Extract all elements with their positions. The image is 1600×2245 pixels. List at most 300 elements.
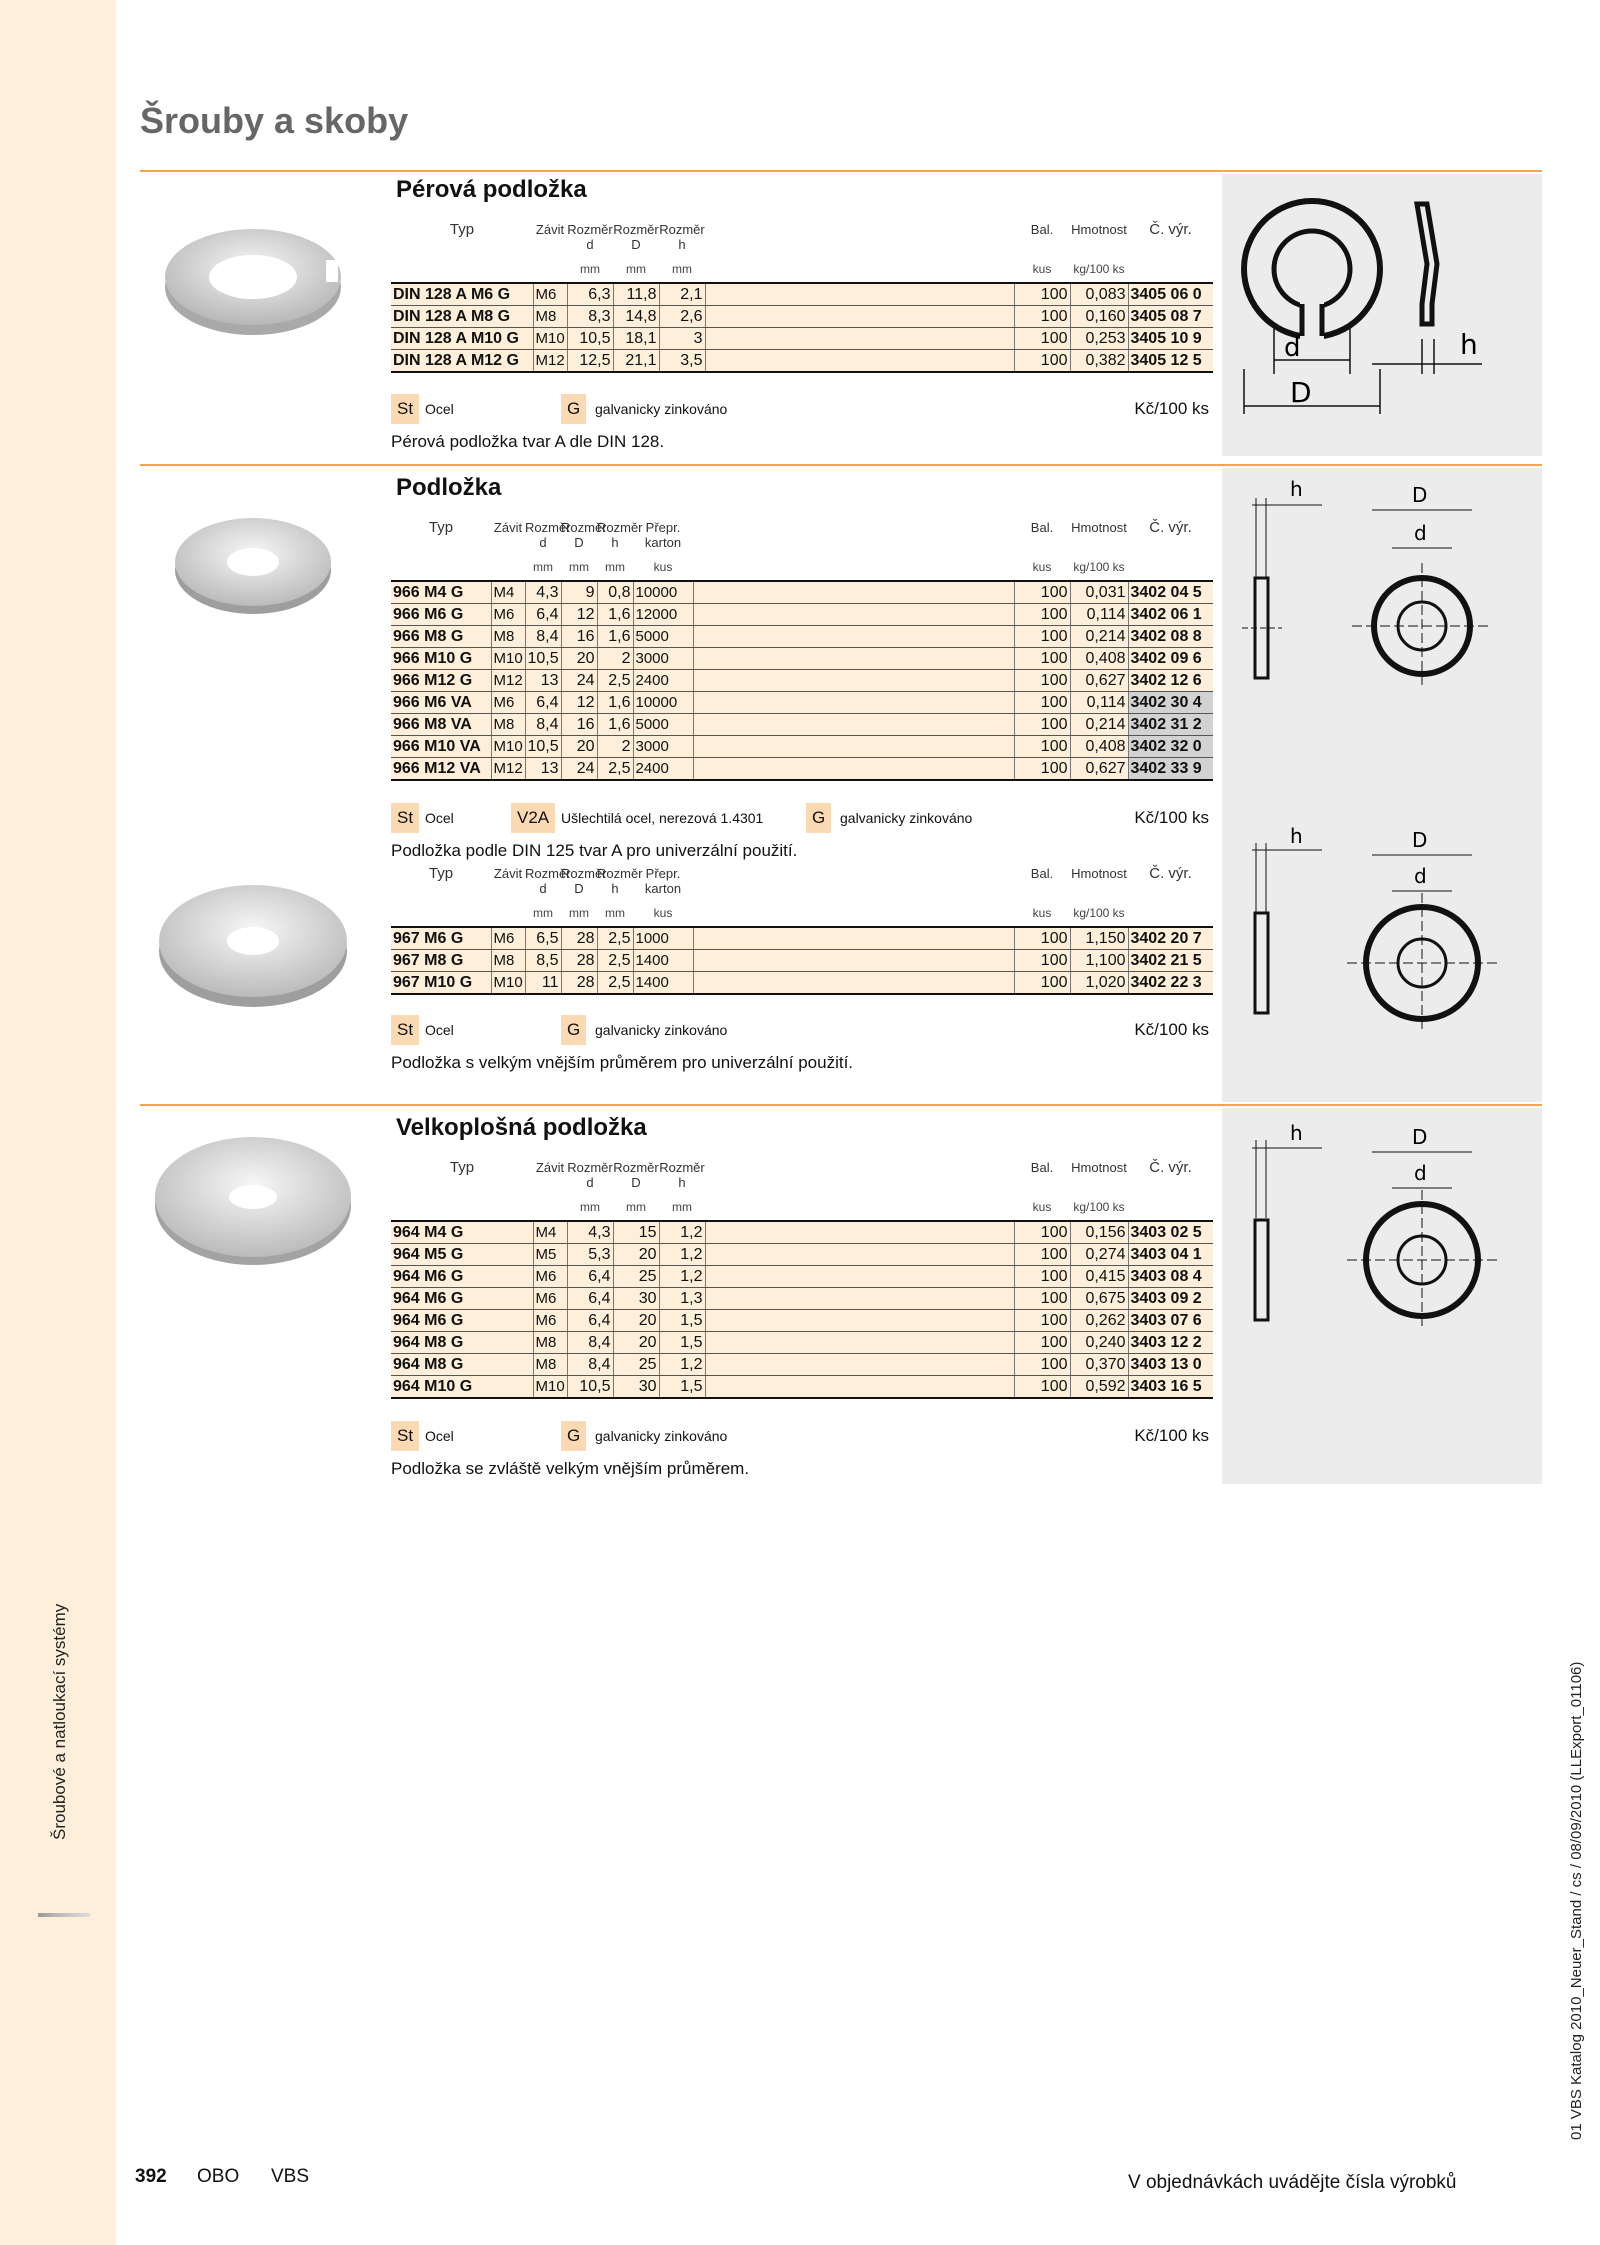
cell-weight: 1,100 xyxy=(1070,950,1128,972)
flat-washer-drawing xyxy=(1222,468,1542,1102)
column-header xyxy=(693,866,1014,900)
cell-gap xyxy=(693,604,1014,626)
column-header: Závit xyxy=(535,222,565,237)
cell-type: 966 M8 VA xyxy=(391,714,491,736)
table-row xyxy=(391,950,1213,972)
cell-thread: M4 xyxy=(491,581,525,604)
unit-label: kus xyxy=(633,554,693,581)
cell-pack: 100 xyxy=(1014,1221,1070,1244)
cell-thread: M12 xyxy=(533,350,567,373)
unit-label xyxy=(491,900,525,927)
table-row xyxy=(391,1244,1213,1266)
cell-article: 3402 21 5 xyxy=(1128,950,1213,972)
cell-D: 30 xyxy=(613,1288,659,1310)
page-title: Šrouby a skoby xyxy=(140,100,409,141)
unit-label: kg/100 ks xyxy=(1070,900,1128,927)
cell-weight: 0,408 xyxy=(1070,736,1128,758)
unit-label xyxy=(1128,554,1213,581)
cell-h: 1,2 xyxy=(659,1221,705,1244)
material-code: G xyxy=(561,1015,586,1045)
cell-D: 20 xyxy=(561,648,597,670)
cell-carton: 10000 xyxy=(633,581,693,604)
column-header: Závit xyxy=(493,520,523,535)
cell-h: 2 xyxy=(597,736,633,758)
cell-pack: 100 xyxy=(1014,692,1070,714)
column-header: Č. výr. xyxy=(1149,1159,1192,1176)
column-header: Typ xyxy=(449,221,475,238)
column-header: Hmotnost xyxy=(1071,866,1127,881)
cell-D: 11,8 xyxy=(613,283,659,306)
table-row xyxy=(391,927,1213,950)
cell-article: 3402 20 7 xyxy=(1128,927,1213,950)
svg-text:D: D xyxy=(1412,1125,1428,1149)
cell-article: 3403 09 2 xyxy=(1128,1288,1213,1310)
cell-article: 3402 32 0 xyxy=(1128,736,1213,758)
cell-d: 5,3 xyxy=(567,1244,613,1266)
table-row xyxy=(391,328,1213,350)
cell-thread: M8 xyxy=(491,626,525,648)
cell-article: 3403 02 5 xyxy=(1128,1221,1213,1244)
cell-d: 10,5 xyxy=(525,736,561,758)
cell-gap xyxy=(693,950,1014,972)
material-row xyxy=(391,394,1213,424)
material-row xyxy=(391,1421,1213,1451)
cell-carton: 12000 xyxy=(633,604,693,626)
unit-label xyxy=(693,900,1014,927)
cell-pack: 100 xyxy=(1014,1332,1070,1354)
cell-article: 3405 10 9 xyxy=(1128,328,1213,350)
cell-pack: 100 xyxy=(1014,714,1070,736)
unit-label: mm xyxy=(659,1194,705,1221)
cell-type: 966 M6 VA xyxy=(391,692,491,714)
cell-weight: 0,114 xyxy=(1070,604,1128,626)
product-table-flat xyxy=(391,520,1213,781)
column-header: Rozměr d xyxy=(567,1160,613,1190)
cell-thread: M10 xyxy=(491,736,525,758)
svg-text:h: h xyxy=(1290,824,1303,848)
dim-h-label: h xyxy=(1460,328,1478,361)
unit-label: mm xyxy=(597,554,633,581)
footer-series: VBS xyxy=(271,2166,310,2187)
material-row xyxy=(391,803,1213,833)
cell-d: 8,3 xyxy=(567,306,613,328)
price-unit: Kč/100 ks xyxy=(1134,1020,1209,1039)
cell-weight: 0,114 xyxy=(1070,692,1128,714)
section-title-spring: Pérová podložka xyxy=(396,176,587,203)
column-header: Typ xyxy=(428,519,454,536)
cell-d: 10,5 xyxy=(525,648,561,670)
unit-label xyxy=(705,1194,1014,1221)
table-row xyxy=(391,306,1213,328)
cell-h: 3,5 xyxy=(659,350,705,373)
material-code: V2A xyxy=(511,803,555,833)
cell-thread: M6 xyxy=(533,1266,567,1288)
column-header xyxy=(693,520,1014,554)
left-margin-strip xyxy=(0,0,116,2245)
material-text: Ocel xyxy=(425,810,454,826)
cell-d: 10,5 xyxy=(567,1376,613,1399)
cell-carton: 10000 xyxy=(633,692,693,714)
cell-weight: 0,156 xyxy=(1070,1221,1128,1244)
cell-h: 1,6 xyxy=(597,626,633,648)
section-description: Pérová podložka tvar A dle DIN 128. xyxy=(391,432,665,451)
footer-note: V objednávkách uvádějte čísla výrobků xyxy=(1128,2172,1457,2193)
unit-label xyxy=(705,256,1014,283)
cell-article: 3402 12 6 xyxy=(1128,670,1213,692)
cell-h: 1,6 xyxy=(597,692,633,714)
material-text: Ocel xyxy=(425,1022,454,1038)
cell-article: 3402 30 4 xyxy=(1128,692,1213,714)
cell-D: 28 xyxy=(561,927,597,950)
cell-article: 3402 08 8 xyxy=(1128,626,1213,648)
column-header: Přepr. karton xyxy=(644,520,682,550)
cell-article: 3403 13 0 xyxy=(1128,1354,1213,1376)
cell-gap xyxy=(693,648,1014,670)
cell-thread: M10 xyxy=(533,328,567,350)
cell-pack: 100 xyxy=(1014,626,1070,648)
cell-d: 11 xyxy=(525,972,561,995)
cell-carton: 2400 xyxy=(633,758,693,781)
cell-type: DIN 128 A M12 G xyxy=(391,350,533,373)
cell-h: 2,6 xyxy=(659,306,705,328)
column-header: Rozměr D xyxy=(561,866,607,896)
unit-label: mm xyxy=(525,900,561,927)
column-header: Závit xyxy=(535,1160,565,1175)
drawing-panel-flat xyxy=(1222,468,1542,1102)
cell-weight: 0,274 xyxy=(1070,1244,1128,1266)
cell-article: 3403 12 2 xyxy=(1128,1332,1213,1354)
price-unit: Kč/100 ks xyxy=(1134,399,1209,418)
cell-article: 3405 08 7 xyxy=(1128,306,1213,328)
cell-d: 6,3 xyxy=(567,283,613,306)
unit-label: kus xyxy=(1014,900,1070,927)
cell-type: 967 M8 G xyxy=(391,950,491,972)
section-description: Podložka podle DIN 125 tvar A pro univerzální použití. xyxy=(391,841,798,860)
cell-type: 964 M8 G xyxy=(391,1332,533,1354)
spring-washer-photo xyxy=(140,200,365,360)
cell-thread: M6 xyxy=(491,927,525,950)
unit-label xyxy=(491,554,525,581)
cell-D: 21,1 xyxy=(613,350,659,373)
cell-D: 15 xyxy=(613,1221,659,1244)
unit-label: mm xyxy=(613,1194,659,1221)
cell-type: DIN 128 A M10 G xyxy=(391,328,533,350)
flat-washer-photo xyxy=(140,500,365,630)
cell-pack: 100 xyxy=(1014,1288,1070,1310)
cell-gap xyxy=(705,1288,1014,1310)
column-header: Rozměr h xyxy=(597,866,643,896)
cell-weight: 0,415 xyxy=(1070,1266,1128,1288)
column-header: Rozměr h xyxy=(597,520,643,550)
price-unit: Kč/100 ks xyxy=(1134,808,1209,827)
cell-D: 18,1 xyxy=(613,328,659,350)
cell-article: 3403 16 5 xyxy=(1128,1376,1213,1399)
material-code: St xyxy=(391,1015,419,1045)
table-row xyxy=(391,1288,1213,1310)
cell-pack: 100 xyxy=(1014,581,1070,604)
cell-d: 10,5 xyxy=(567,328,613,350)
unit-label: kg/100 ks xyxy=(1070,554,1128,581)
drawing-panel-fender xyxy=(1222,1108,1542,1484)
table-row xyxy=(391,1221,1213,1244)
svg-text:h: h xyxy=(1290,1121,1303,1145)
cell-thread: M6 xyxy=(491,604,525,626)
product-table-spring xyxy=(391,222,1213,373)
cell-pack: 100 xyxy=(1014,1354,1070,1376)
cell-gap xyxy=(693,927,1014,950)
column-header: Bal. xyxy=(1030,866,1054,881)
cell-article: 3402 22 3 xyxy=(1128,972,1213,995)
cell-d: 8,5 xyxy=(525,950,561,972)
unit-label: mm xyxy=(567,1194,613,1221)
cell-gap xyxy=(705,306,1014,328)
cell-pack: 100 xyxy=(1014,1310,1070,1332)
cell-gap xyxy=(705,1332,1014,1354)
cell-gap xyxy=(693,736,1014,758)
unit-label: mm xyxy=(561,900,597,927)
column-header: Rozměr d xyxy=(525,520,571,550)
cell-D: 12 xyxy=(561,692,597,714)
column-header: Závit xyxy=(493,866,523,881)
section-divider xyxy=(140,170,1542,172)
cell-article: 3405 06 0 xyxy=(1128,283,1213,306)
table-row xyxy=(391,670,1213,692)
cell-gap xyxy=(705,1310,1014,1332)
unit-label: kus xyxy=(1014,256,1070,283)
page-number: 392 xyxy=(135,2166,167,2187)
material-row xyxy=(391,1015,1213,1045)
column-header: Č. výr. xyxy=(1149,519,1192,536)
cell-thread: M6 xyxy=(533,1288,567,1310)
unit-label xyxy=(391,256,533,283)
material-text: Ušlechtilá ocel, nerezová 1.4301 xyxy=(561,810,764,826)
cell-d: 6,4 xyxy=(567,1310,613,1332)
cell-carton: 3000 xyxy=(633,648,693,670)
cell-weight: 0,262 xyxy=(1070,1310,1128,1332)
cell-pack: 100 xyxy=(1014,1244,1070,1266)
column-header xyxy=(705,1160,1014,1194)
cell-type: 964 M5 G xyxy=(391,1244,533,1266)
cell-type: 964 M4 G xyxy=(391,1221,533,1244)
unit-label: mm xyxy=(561,554,597,581)
svg-text:d: d xyxy=(1414,1161,1427,1185)
cell-weight: 0,627 xyxy=(1070,670,1128,692)
cell-h: 1,2 xyxy=(659,1266,705,1288)
cell-weight: 0,408 xyxy=(1070,648,1128,670)
cell-type: 966 M6 G xyxy=(391,604,491,626)
fender-washer-photo xyxy=(140,1120,365,1280)
cell-pack: 100 xyxy=(1014,972,1070,995)
cell-pack: 100 xyxy=(1014,604,1070,626)
unit-label xyxy=(391,900,491,927)
cell-d: 12,5 xyxy=(567,350,613,373)
svg-text:D: D xyxy=(1412,483,1428,507)
column-header: Typ xyxy=(428,865,454,882)
cell-D: 14,8 xyxy=(613,306,659,328)
large-washer-photo xyxy=(140,870,365,1020)
cell-pack: 100 xyxy=(1014,306,1070,328)
cell-type: 964 M10 G xyxy=(391,1376,533,1399)
cell-weight: 0,214 xyxy=(1070,626,1128,648)
cell-weight: 0,370 xyxy=(1070,1354,1128,1376)
column-header: Hmotnost xyxy=(1071,222,1127,237)
material-text: Ocel xyxy=(425,1428,454,1444)
cell-h: 2,5 xyxy=(597,758,633,781)
material-code: G xyxy=(561,394,586,424)
unit-label: kg/100 ks xyxy=(1070,256,1128,283)
cell-d: 13 xyxy=(525,758,561,781)
table-row xyxy=(391,1376,1213,1399)
cell-thread: M8 xyxy=(533,1354,567,1376)
cell-pack: 100 xyxy=(1014,736,1070,758)
material-code: St xyxy=(391,803,419,833)
table-row xyxy=(391,1332,1213,1354)
column-header: Přepr. karton xyxy=(644,866,682,896)
cell-h: 1,5 xyxy=(659,1376,705,1399)
cell-gap xyxy=(693,626,1014,648)
table-row xyxy=(391,604,1213,626)
cell-D: 20 xyxy=(561,736,597,758)
svg-text:d: d xyxy=(1414,521,1427,545)
cell-gap xyxy=(705,283,1014,306)
table-row xyxy=(391,692,1213,714)
cell-type: 964 M6 G xyxy=(391,1288,533,1310)
table-row xyxy=(391,283,1213,306)
table-row xyxy=(391,350,1213,373)
dim-D-label: D xyxy=(1290,376,1312,409)
cell-pack: 100 xyxy=(1014,670,1070,692)
cell-gap xyxy=(705,328,1014,350)
cell-d: 8,4 xyxy=(525,714,561,736)
side-export-label: 01 VBS Katalog 2010_Neuer_Stand / cs / 08/09/2010 (LLExport_01106) xyxy=(1568,1661,1585,2140)
column-header: Bal. xyxy=(1030,1160,1054,1175)
cell-article: 3403 07 6 xyxy=(1128,1310,1213,1332)
cell-type: 964 M6 G xyxy=(391,1266,533,1288)
cell-type: 966 M12 VA xyxy=(391,758,491,781)
cell-thread: M12 xyxy=(491,758,525,781)
cell-gap xyxy=(705,350,1014,373)
cell-h: 3 xyxy=(659,328,705,350)
cell-pack: 100 xyxy=(1014,283,1070,306)
cell-thread: M4 xyxy=(533,1221,567,1244)
column-header xyxy=(705,222,1014,256)
cell-pack: 100 xyxy=(1014,1266,1070,1288)
side-chapter-label: Šroubové a natloukací systémy xyxy=(50,1603,69,1840)
price-unit: Kč/100 ks xyxy=(1134,1426,1209,1445)
cell-d: 6,4 xyxy=(567,1266,613,1288)
cell-thread: M8 xyxy=(533,1332,567,1354)
cell-type: 966 M12 G xyxy=(391,670,491,692)
unit-label xyxy=(391,1194,533,1221)
cell-h: 2,5 xyxy=(597,950,633,972)
cell-pack: 100 xyxy=(1014,648,1070,670)
cell-d: 8,4 xyxy=(525,626,561,648)
unit-label: mm xyxy=(613,256,659,283)
cell-gap xyxy=(705,1354,1014,1376)
cell-weight: 0,382 xyxy=(1070,350,1128,373)
cell-d: 8,4 xyxy=(567,1332,613,1354)
cell-type: 964 M8 G xyxy=(391,1354,533,1376)
cell-type: 967 M6 G xyxy=(391,927,491,950)
cell-weight: 0,083 xyxy=(1070,283,1128,306)
cell-carton: 1400 xyxy=(633,950,693,972)
drawing-panel-spring xyxy=(1222,174,1542,456)
material-code: G xyxy=(806,803,831,833)
cell-article: 3403 08 4 xyxy=(1128,1266,1213,1288)
unit-label xyxy=(1128,1194,1213,1221)
cell-article: 3405 12 5 xyxy=(1128,350,1213,373)
material-text: galvanicky zinkováno xyxy=(840,810,973,826)
cell-gap xyxy=(705,1266,1014,1288)
cell-d: 8,4 xyxy=(567,1354,613,1376)
cell-article: 3402 33 9 xyxy=(1128,758,1213,781)
footer-brand: OBO xyxy=(197,2166,240,2187)
cell-type: DIN 128 A M6 G xyxy=(391,283,533,306)
cell-article: 3402 04 5 xyxy=(1128,581,1213,604)
cell-article: 3402 09 6 xyxy=(1128,648,1213,670)
column-header: Bal. xyxy=(1030,520,1054,535)
cell-weight: 0,675 xyxy=(1070,1288,1128,1310)
unit-label xyxy=(1128,256,1213,283)
unit-label: kg/100 ks xyxy=(1070,1194,1128,1221)
column-header: Typ xyxy=(449,1159,475,1176)
cell-weight: 0,160 xyxy=(1070,306,1128,328)
cell-carton: 3000 xyxy=(633,736,693,758)
cell-h: 2,5 xyxy=(597,972,633,995)
cell-h: 1,5 xyxy=(659,1310,705,1332)
cell-D: 20 xyxy=(613,1332,659,1354)
cell-thread: M10 xyxy=(491,648,525,670)
cell-gap xyxy=(693,758,1014,781)
unit-label xyxy=(1128,900,1213,927)
cell-weight: 1,020 xyxy=(1070,972,1128,995)
cell-pack: 100 xyxy=(1014,950,1070,972)
cell-gap xyxy=(705,1376,1014,1399)
cell-type: 966 M10 G xyxy=(391,648,491,670)
material-code: G xyxy=(561,1421,586,1451)
column-header: Hmotnost xyxy=(1071,520,1127,535)
product-table-fender xyxy=(391,1160,1213,1399)
cell-h: 1,6 xyxy=(597,714,633,736)
cell-thread: M6 xyxy=(533,1310,567,1332)
column-header: Hmotnost xyxy=(1071,1160,1127,1175)
cell-weight: 1,150 xyxy=(1070,927,1128,950)
column-header: Rozměr h xyxy=(659,1160,705,1190)
material-text: galvanicky zinkováno xyxy=(595,401,728,417)
cell-gap xyxy=(693,581,1014,604)
column-header: Rozměr D xyxy=(613,222,659,252)
table-row xyxy=(391,758,1213,781)
cell-weight: 0,214 xyxy=(1070,714,1128,736)
cell-d: 4,3 xyxy=(567,1221,613,1244)
cell-D: 20 xyxy=(613,1310,659,1332)
cell-gap xyxy=(693,692,1014,714)
cell-D: 9 xyxy=(561,581,597,604)
cell-type: 966 M8 G xyxy=(391,626,491,648)
cell-D: 16 xyxy=(561,714,597,736)
unit-label xyxy=(391,554,491,581)
unit-label xyxy=(533,256,567,283)
table-row xyxy=(391,972,1213,995)
cell-h: 1,5 xyxy=(659,1332,705,1354)
column-header: Č. výr. xyxy=(1149,221,1192,238)
cell-carton: 5000 xyxy=(633,626,693,648)
cell-h: 0,8 xyxy=(597,581,633,604)
cell-pack: 100 xyxy=(1014,927,1070,950)
cell-h: 1,2 xyxy=(659,1244,705,1266)
svg-text:h: h xyxy=(1290,477,1303,501)
unit-label: mm xyxy=(659,256,705,283)
